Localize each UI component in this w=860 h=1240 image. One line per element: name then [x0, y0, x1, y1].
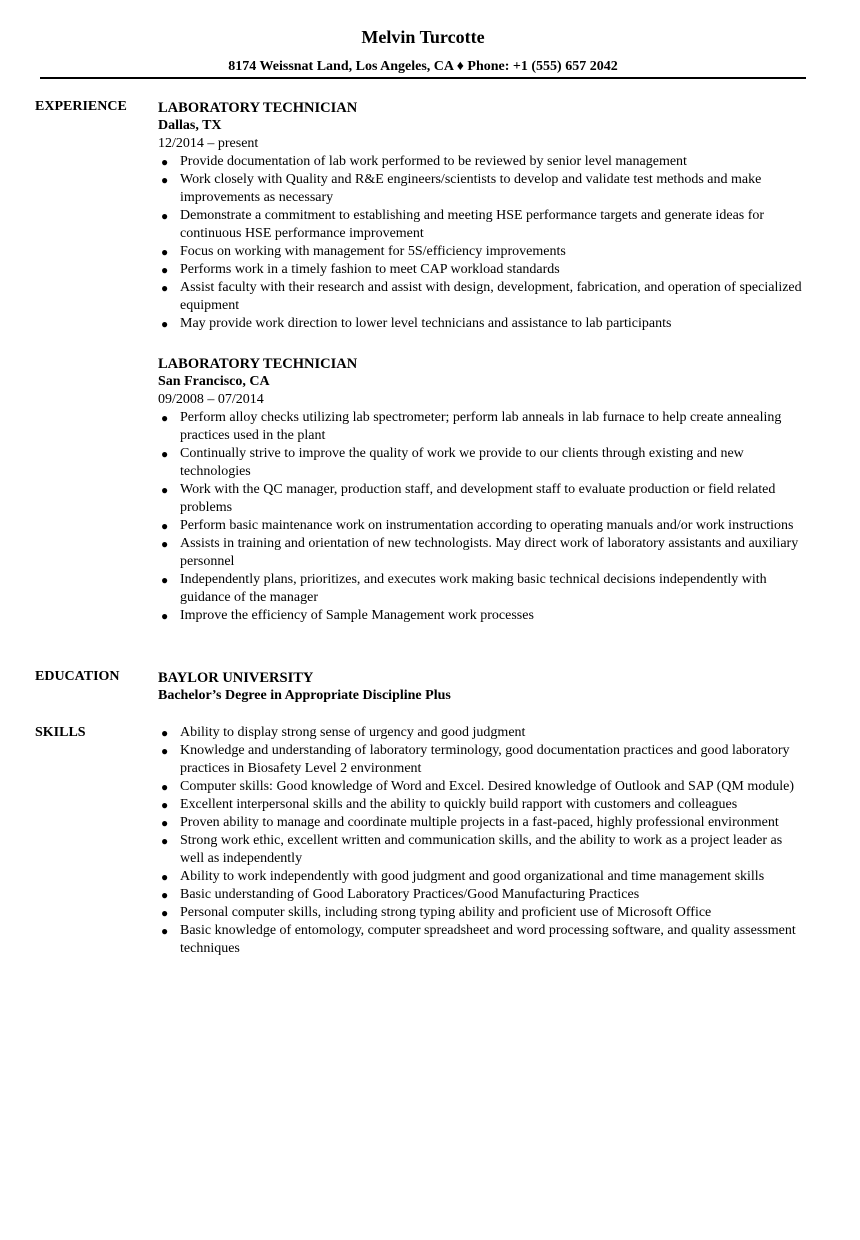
bullet-icon: ● [161, 924, 169, 938]
list-item: ● Perform alloy checks utilizing lab spectrometer; perform lab anneals in lab furnace to help create annealing practices used in the plant [161, 410, 782, 443]
list-item: ● Improve the efficiency of Sample Management work processes [161, 608, 534, 623]
job-duties-list [158, 409, 808, 625]
bullet-icon: ● [161, 519, 169, 533]
bullet-icon: ● [161, 573, 169, 587]
bullet-icon: ● [161, 483, 169, 497]
list-item: ● Assists in training and orientation of new technologists. May direct work of laboratory assistants and auxiliary personnel [161, 536, 799, 569]
bullet-icon: ● [161, 726, 169, 740]
job-title: LABORATORY TECHNICIAN [158, 356, 358, 372]
skills-list [158, 724, 808, 958]
job-location: Dallas, TX [158, 118, 222, 133]
header-divider [40, 77, 806, 79]
list-item: ● Work closely with Quality and R&E engineers/scientists to develop and validate test methods and make improvements as necessary [161, 172, 762, 205]
list-item: ● Independently plans, prioritizes, and executes work making basic technical decisions independently with guidance of the manager [161, 572, 767, 605]
bullet-icon: ● [161, 411, 169, 425]
bullet-icon: ● [161, 888, 169, 902]
bullet-icon: ● [161, 816, 169, 830]
skills-heading: SKILLS [35, 725, 86, 740]
list-item: ● Focus on working with management for 5S/efficiency improvements [161, 244, 566, 259]
bullet-icon: ● [161, 798, 169, 812]
job-dates: 09/2008 – 07/2014 [158, 392, 264, 407]
list-item: ● Ability to display strong sense of urgency and good judgment [161, 725, 526, 740]
list-item: ● Knowledge and understanding of laboratory terminology, good documentation practices and good laboratory practices in Biosafety Level 2 environment [161, 743, 790, 776]
bullet-icon: ● [161, 906, 169, 920]
bullet-icon: ● [161, 263, 169, 277]
list-item: ● May provide work direction to lower level technicians and assistance to lab participants [161, 316, 672, 331]
list-item: ● Basic understanding of Good Laboratory Practices/Good Manufacturing Practices [161, 887, 640, 902]
bullet-icon: ● [161, 870, 169, 884]
list-item: ● Provide documentation of lab work performed to be reviewed by senior level management [161, 154, 687, 169]
bullet-icon: ● [161, 780, 169, 794]
bullet-icon: ● [161, 317, 169, 331]
job-entry-2 [158, 355, 808, 625]
job-location: San Francisco, CA [158, 374, 270, 389]
candidate-name: Melvin Turcotte [361, 27, 485, 47]
bullet-icon: ● [161, 834, 169, 848]
skills-entry [158, 724, 808, 958]
degree: Bachelor’s Degree in Appropriate Discipline Plus [158, 688, 451, 703]
bullet-icon: ● [161, 155, 169, 169]
list-item: ● Work with the QC manager, production staff, and development staff to evaluate production or field related problems [161, 482, 776, 515]
bullet-icon: ● [161, 447, 169, 461]
bullet-icon: ● [161, 609, 169, 623]
bullet-icon: ● [161, 173, 169, 187]
education-heading: EDUCATION [35, 669, 120, 684]
job-dates: 12/2014 – present [158, 136, 259, 151]
list-item: ● Strong work ethic, excellent written and communication skills, and the ability to work as a project leader as well as independently [161, 833, 783, 866]
list-item: ● Continually strive to improve the quality of work we provide to our clients through existing and new technologies [161, 446, 744, 479]
list-item: ● Basic knowledge of entomology, computer spreadsheet and word processing software, and quality assessment techniques [161, 923, 796, 956]
list-item: ● Assist faculty with their research and assist with design, development, fabrication, and operation of specialized equipment [161, 280, 802, 313]
bullet-icon: ● [161, 281, 169, 295]
list-item: ● Personal computer skills, including strong typing ability and proficient use of Microsoft Office [161, 905, 712, 920]
bullet-icon: ● [161, 209, 169, 223]
list-item: ● Excellent interpersonal skills and the ability to quickly build rapport with customers and colleagues [161, 797, 738, 812]
bullet-icon: ● [161, 537, 169, 551]
bullet-icon: ● [161, 744, 169, 758]
job-duties-list [158, 153, 808, 333]
job-title: LABORATORY TECHNICIAN [158, 100, 358, 116]
list-item: ● Demonstrate a commitment to establishing and meeting HSE performance targets and generate ideas for continuous HSE performance improvement [161, 208, 765, 241]
list-item: ● Proven ability to manage and coordinate multiple projects in a fast-paced, highly professional environment [161, 815, 779, 830]
bullet-icon: ● [161, 245, 169, 259]
experience-heading: EXPERIENCE [35, 99, 127, 114]
list-item: ● Perform basic maintenance work on instrumentation according to operating manuals and/or work instructions [161, 518, 794, 533]
contact-line: 8174 Weissnat Land, Los Angeles, CA ♦ Phone: +1 (555) 657 2042 [228, 59, 618, 74]
job-entry-1 [158, 99, 808, 333]
school-name: BAYLOR UNIVERSITY [158, 670, 314, 686]
education-entry [158, 669, 808, 705]
list-item: ● Performs work in a timely fashion to meet CAP workload standards [161, 262, 560, 277]
list-item: ● Computer skills: Good knowledge of Word and Excel. Desired knowledge of Outlook and SAP (QM module) [161, 779, 795, 794]
list-item: ● Ability to work independently with good judgment and good organizational and time management skills [161, 869, 765, 884]
